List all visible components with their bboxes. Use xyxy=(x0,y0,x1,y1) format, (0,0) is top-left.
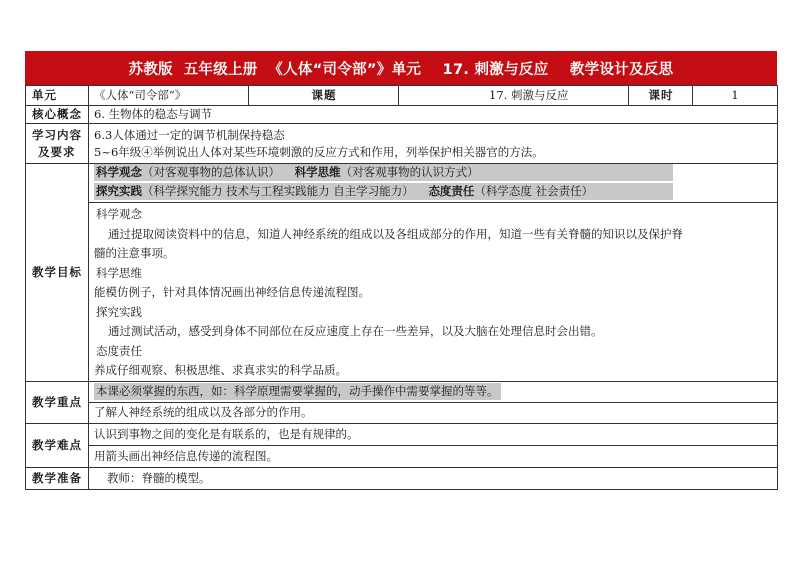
content-requirement-line2: 5~6年级④举例说出人体对某些环境刺激的反应方式和作用，列举保护相关器官的方法。 xyxy=(94,144,544,159)
unit-label: 单元 xyxy=(26,86,89,106)
preparation-label: 教学准备 xyxy=(26,467,89,489)
science-concept-heading: 科学观念 xyxy=(96,165,142,179)
difficulty-line1: 认识到事物之间的变化是有联系的，也是有规律的。 xyxy=(89,423,778,445)
focus-label: 教学重点 xyxy=(26,381,89,423)
period-label: 课时 xyxy=(629,86,693,106)
difficulty-label: 教学难点 xyxy=(26,423,89,467)
lesson-plan-sheet xyxy=(25,51,777,490)
core-concept-value: 6. 生物体的稳态与调节 xyxy=(89,106,778,124)
science-thinking-heading: 科学思维 xyxy=(294,165,341,179)
science-thinking-note: （对客观事物的认识方式） xyxy=(340,165,479,179)
content-requirement-label-line2: 及要求 xyxy=(38,144,76,159)
focus-note-row xyxy=(26,381,778,402)
lesson-plan-table xyxy=(25,85,778,490)
teaching-goals-label: 教学目标 xyxy=(26,164,89,382)
focus-note xyxy=(89,381,778,402)
goal-heading-attitude: 态度责任 xyxy=(96,343,142,358)
goals-summary-line2 xyxy=(94,183,777,200)
science-concept-note: （对客观事物的总体认识） xyxy=(142,165,280,179)
core-concept-row xyxy=(26,106,778,124)
focus-value-row xyxy=(26,402,778,423)
difficulty-row-1 xyxy=(26,423,778,445)
attitude-note: （科学态度 社会责任） xyxy=(474,184,594,198)
goals-summary-highlight-1 xyxy=(94,164,673,181)
content-requirement-row xyxy=(26,124,778,164)
topic-value: 17. 刺激与反应 xyxy=(399,86,629,106)
period-value: 1 xyxy=(693,86,778,106)
goal-text-attitude: 养成仔细观察、积极思维、求真求实的科学品质。 xyxy=(94,363,347,377)
goals-detail xyxy=(89,202,777,381)
banner-title: 苏教版 五年级上册 《人体“司令部”》单元 17. 刺激与反应 教学设计及反思 xyxy=(128,61,674,78)
goal-heading-science-concept: 科学观念 xyxy=(96,207,142,221)
goals-summary-line1 xyxy=(94,164,777,181)
goal-heading-science-thinking: 科学思维 xyxy=(96,265,142,280)
goal-text-inquiry: 通过测试活动，感受到身体不同部位在反应速度上存在一些差异，以及大脑在处理信息时会出错。 xyxy=(108,324,603,338)
inquiry-heading: 探究实践 xyxy=(96,184,142,198)
teaching-goals-row xyxy=(26,164,778,382)
header-row xyxy=(26,86,778,106)
focus-value: 了解人神经系统的组成以及各部分的作用。 xyxy=(89,402,778,423)
focus-note-text: 本课必须掌握的东西，如：科学原理需要掌握的，动手操作中需要掌握的等等。 xyxy=(96,384,499,398)
inquiry-note: （科学探究能力 技术与工程实践能力 自主学习能力） xyxy=(142,184,414,198)
goal-text-science-thinking: 能模仿例子，针对具体情况画出神经信息传递流程图。 xyxy=(94,285,370,299)
content-requirement-label-line1: 学习内容 xyxy=(32,127,82,142)
content-requirement-label xyxy=(26,124,89,164)
title-banner xyxy=(25,51,777,85)
goals-summary-highlight-2 xyxy=(94,183,673,200)
content-requirement-value xyxy=(89,124,778,164)
goal-heading-inquiry: 探究实践 xyxy=(96,304,142,319)
goal-text-science-concept-1: 通过提取阅读资料中的信息，知道人神经系统的组成以及各组成部分的作用，知道一些有关脊髓的知识以及保护脊 xyxy=(108,226,683,241)
difficulty-row-2 xyxy=(26,445,778,467)
content-requirement-line1: 6.3人体通过一定的调节机制保持稳态 xyxy=(94,127,285,142)
preparation-row xyxy=(26,467,778,489)
unit-value: 《人体“司令部”》 xyxy=(89,86,249,106)
preparation-value: 教师：脊髓的模型。 xyxy=(89,467,778,489)
attitude-heading: 态度责任 xyxy=(428,184,475,198)
teaching-goals-value xyxy=(89,164,778,382)
core-concept-label: 核心概念 xyxy=(26,106,89,124)
difficulty-line2: 用箭头画出神经信息传递的流程图。 xyxy=(89,445,778,467)
goal-text-science-concept-2: 髓的注意事项。 xyxy=(94,246,175,260)
topic-label: 课题 xyxy=(249,86,399,106)
